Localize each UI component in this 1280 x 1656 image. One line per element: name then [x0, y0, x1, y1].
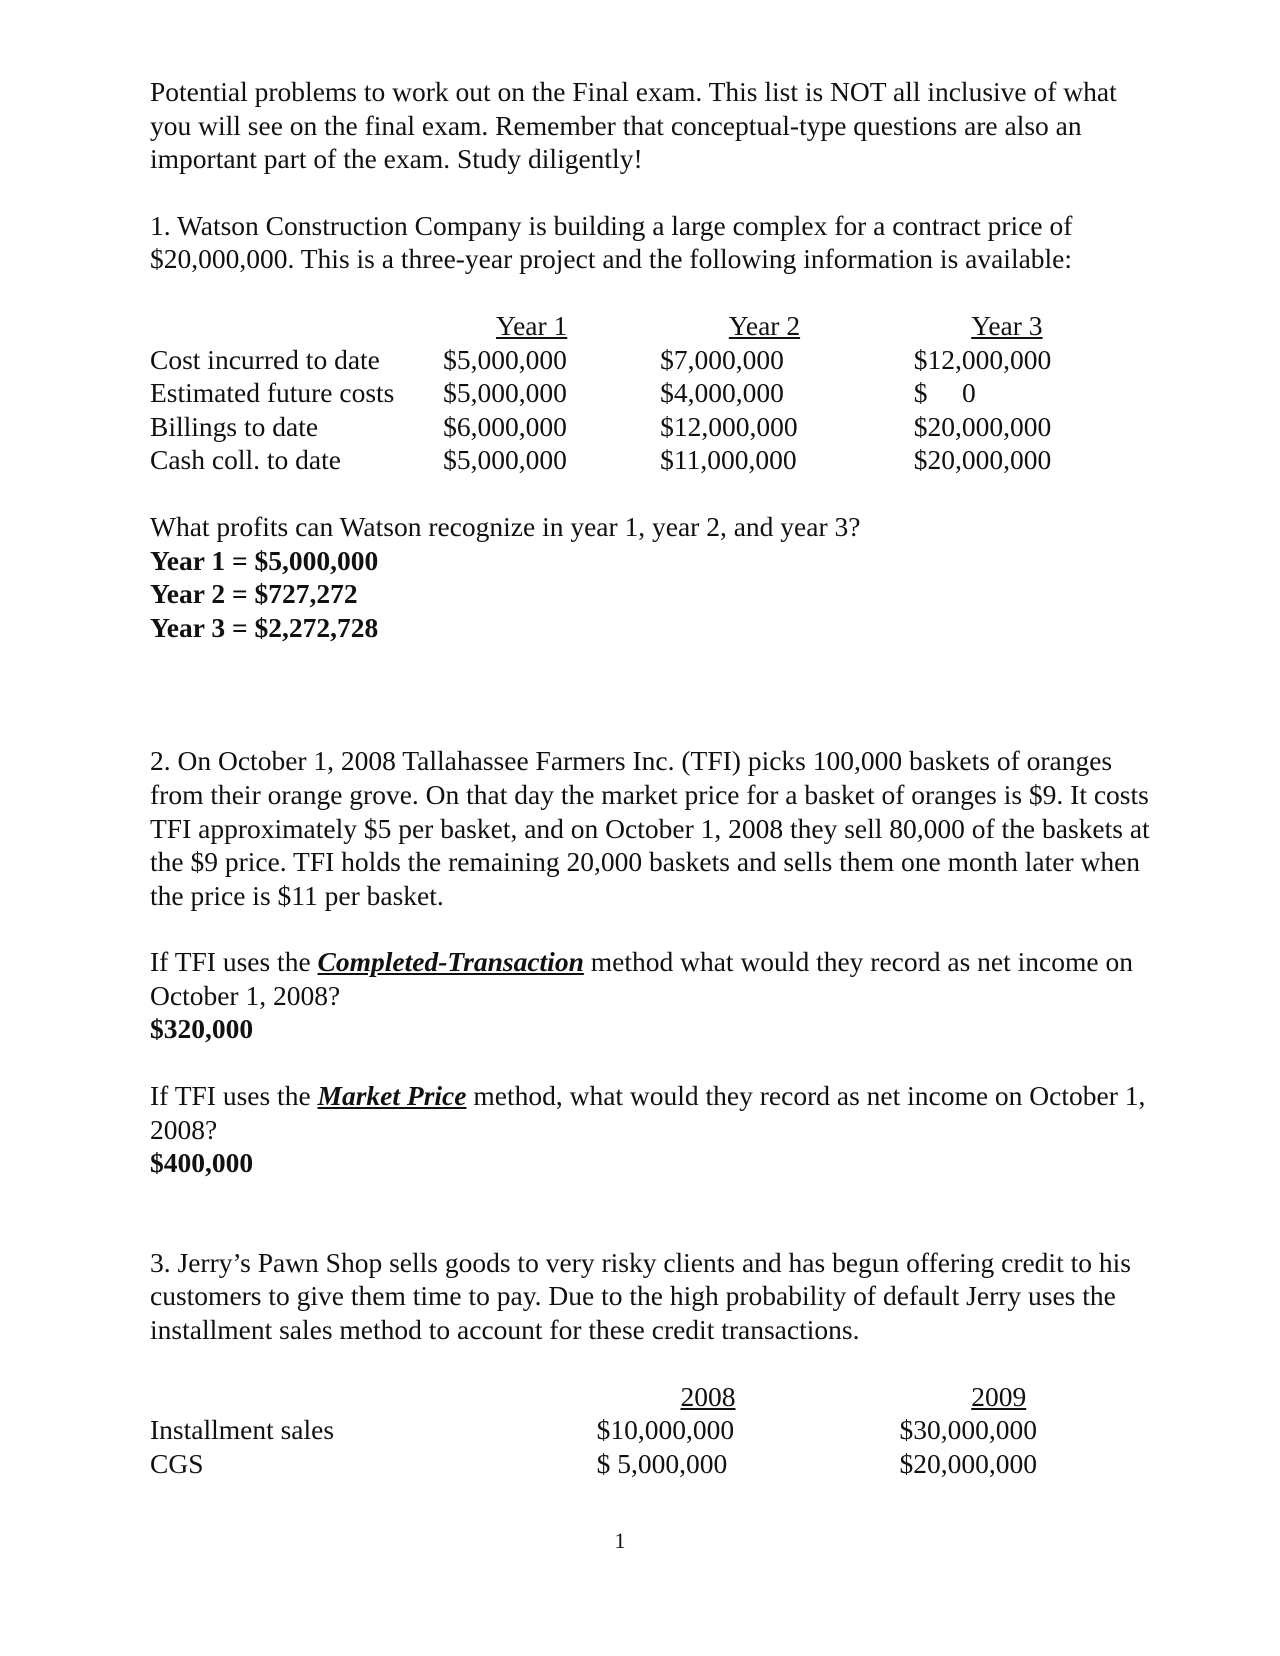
part-b-prefix: If TFI uses the: [150, 1080, 318, 1112]
answer-part-b: $400,000: [150, 1147, 254, 1179]
question-1-prompt: What profits can Watson recognize in year 1, year 2, and year 3?: [150, 510, 861, 542]
row-label: CGS: [150, 1447, 204, 1479]
zero-value: 0: [962, 377, 976, 409]
market-price-method: Market Price: [317, 1080, 467, 1112]
row-label: Installment sales: [150, 1414, 335, 1446]
table-cell: $12,000,000: [913, 343, 1052, 375]
table-cell: $20,000,000: [913, 444, 1052, 476]
row-label: Billings to date: [150, 410, 319, 442]
table-row: [150, 1447, 1150, 1481]
installment-sales-table: [150, 1380, 1150, 1481]
part-a-suffix: method what would they record as net income on October 1, 2008?: [150, 946, 1133, 1011]
answer-year-2: Year 2 = $727,272: [150, 578, 358, 610]
table-row: [150, 343, 1150, 377]
table-cell: $5,000,000: [443, 444, 567, 476]
question-3-text: 3. Jerry’s Pawn Shop sells goods to very risky clients and has begun offering credit to his customers to give them time to pay. Due to the high probability of default Jerry uses the installment sales method to account for these credit transactions.: [150, 1246, 1131, 1346]
table-cell: $5,000,000: [443, 377, 567, 409]
question-2-text: 2. On October 1, 2008 Tallahassee Farmers Inc. (TFI) picks 100,000 baskets of oranges from their orange grove. On that day the market price for a basket of oranges is $9. It costs TFI approximately $5 per basket, and on October 1, 2008 they sell 80,000 of the baskets at the $9 price. TFI holds the remaining 20,000 baskets and sells them one month later when the price is $11 per basket.: [150, 745, 1150, 911]
question-2-part-b: [150, 1079, 1150, 1146]
row-label: Estimated future costs: [150, 377, 395, 409]
table-row: [150, 443, 1150, 477]
dollar-sign: $: [913, 377, 928, 409]
table-cell: $12,000,000: [660, 410, 798, 442]
intro-paragraph: Potential problems to work out on the Final exam. This list is NOT all inclusive of what you will see on the final exam. Remember that conceptual-type questions are also an important part of the exam. Study diligently!: [150, 76, 1117, 175]
table-cell: $7,000,000: [660, 343, 784, 375]
column-header-year-3: Year 3: [971, 309, 1043, 341]
column-header-2009: 2009: [971, 1380, 1027, 1412]
row-label: Cash coll. to date: [150, 444, 341, 476]
table-cell: $6,000,000: [443, 410, 567, 442]
answer-part-a: $320,000: [150, 1013, 254, 1045]
table-cell: $4,000,000: [660, 377, 784, 409]
table-row: [150, 376, 1150, 410]
table-header-row: [150, 1380, 1150, 1414]
completed-transaction-method: Completed-Transaction: [317, 946, 584, 978]
answer-year-1: Year 1 = $5,000,000: [150, 544, 379, 576]
table-cell: $5,000,000: [443, 343, 567, 375]
document-page: [150, 75, 1150, 1480]
table-row: [150, 410, 1150, 444]
part-b-suffix: method, what would they record as net income on October 1, 2008?: [150, 1080, 1146, 1145]
column-header-year-2: Year 2: [728, 309, 801, 341]
row-label: Cost incurred to date: [150, 343, 380, 375]
answer-year-3: Year 3 = $2,272,728: [150, 611, 379, 643]
table-cell: $ 5,000,000: [596, 1447, 728, 1479]
page-number: 1: [614, 1528, 626, 1553]
column-header-year-1: Year 1: [495, 309, 568, 341]
part-a-prefix: If TFI uses the: [150, 946, 318, 978]
watson-cost-table: [150, 309, 1150, 477]
column-header-2008: 2008: [680, 1380, 736, 1412]
table-header-row: [150, 309, 1150, 343]
table-cell: $11,000,000: [660, 444, 797, 476]
table-cell: $20,000,000: [899, 1447, 1037, 1479]
table-cell: $10,000,000: [596, 1414, 735, 1446]
table-cell: $30,000,000: [899, 1414, 1037, 1446]
question-1-text: 1. Watson Construction Company is building a large complex for a contract price of $20,000,000. This is a three-year project and the following information is available:: [150, 209, 1073, 275]
question-2-part-a: [150, 945, 1150, 1012]
table-cell: [914, 376, 1150, 410]
zero-amount: [914, 376, 1004, 410]
table-cell: $20,000,000: [913, 410, 1052, 442]
table-row: [150, 1413, 1150, 1447]
